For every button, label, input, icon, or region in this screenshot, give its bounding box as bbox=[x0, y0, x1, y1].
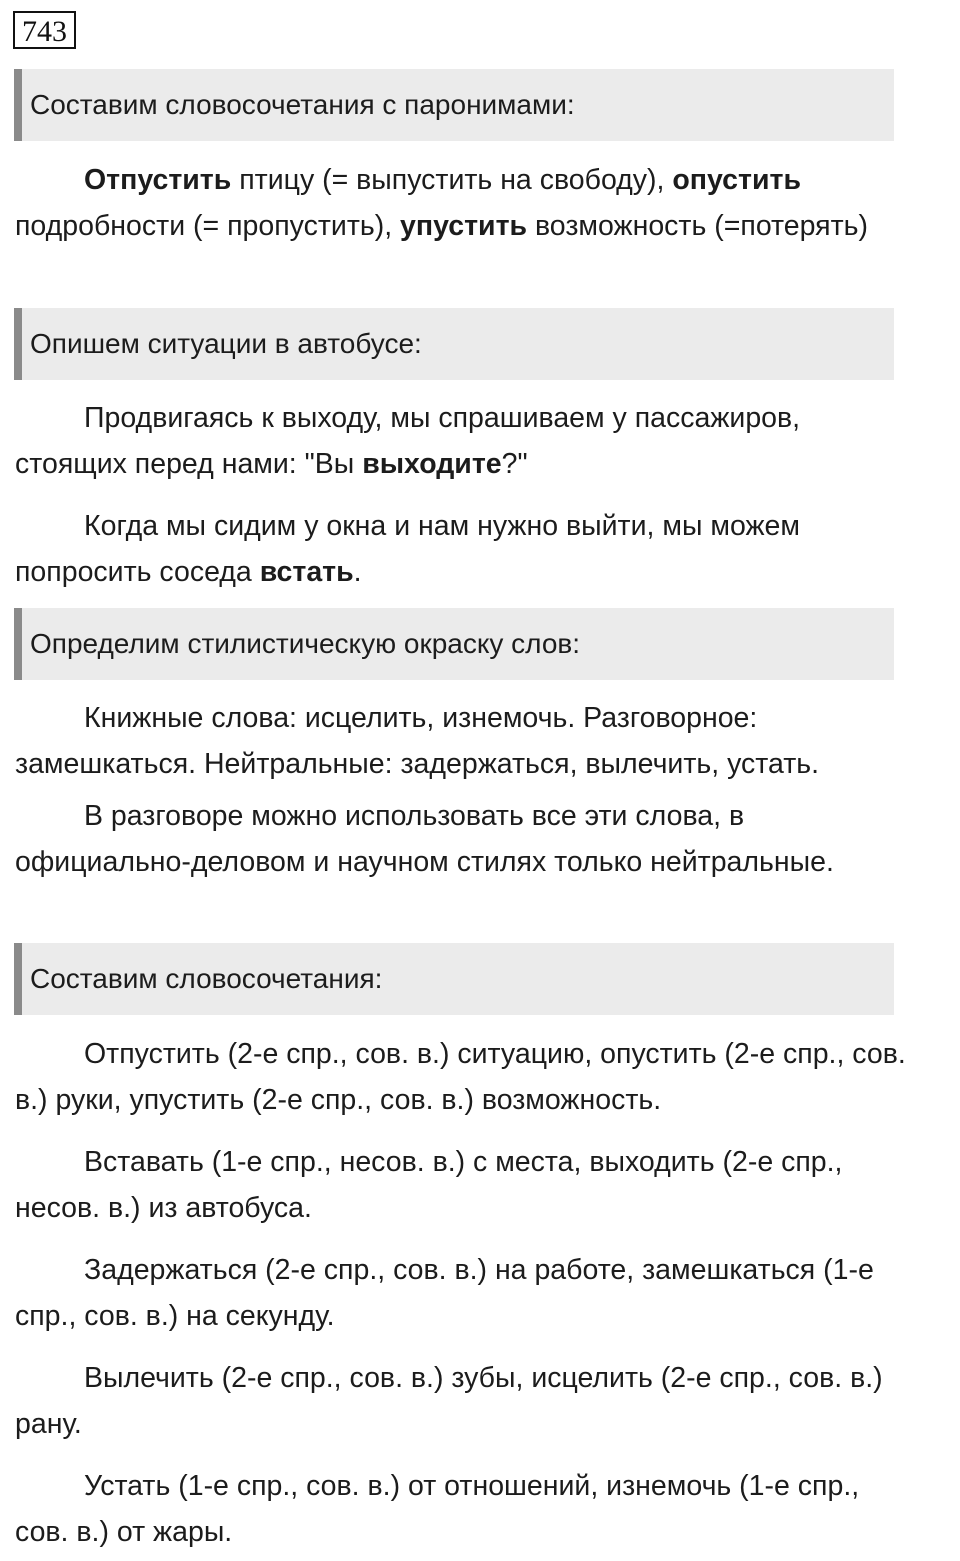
paragraph bbox=[15, 157, 915, 249]
bold-term: опустить bbox=[672, 164, 801, 196]
paragraph bbox=[15, 1139, 915, 1231]
text-run: возможность (=потерять) bbox=[527, 210, 868, 242]
paragraph bbox=[15, 793, 915, 885]
paragraph bbox=[15, 395, 915, 487]
text-run: ?" bbox=[501, 448, 528, 480]
text-run: Вставать (1-е спр., несов. в.) с места, выходить (2-е спр., несов. в.) из автобуса. bbox=[15, 1146, 843, 1224]
text-run: Продвигаясь к выходу, мы спрашиваем у пассажиров, стоящих перед нами: "Вы bbox=[15, 402, 801, 480]
bold-term: встать bbox=[259, 556, 354, 588]
task-number: 743 bbox=[13, 11, 76, 49]
text-run: Книжные слова: исцелить, изнемочь. Разговорное: замешкаться. Нейтральные: задержаться, вылечить, устать. bbox=[15, 702, 820, 780]
bold-term: Отпустить bbox=[84, 164, 232, 196]
section-heading-paronyms: Составим словосочетания с паронимами: bbox=[14, 69, 894, 141]
text-run: Вылечить (2-е спр., сов. в.) зубы, исцелить (2-е спр., сов. в.) рану. bbox=[15, 1362, 883, 1440]
bold-term: упустить bbox=[400, 210, 528, 242]
text-run: Отпустить (2-е спр., сов. в.) ситуацию, опустить (2-е спр., сов. в.) руки, упустить (2-е спр., сов. в.) возможность. bbox=[15, 1038, 906, 1116]
section-heading-phrases: Составим словосочетания: bbox=[14, 943, 894, 1015]
paragraph bbox=[15, 1355, 915, 1447]
bold-term: выходите bbox=[362, 448, 502, 480]
text-run: Устать (1-е спр., сов. в.) от отношений, изнемочь (1-е спр., сов. в.) от жары. bbox=[15, 1470, 860, 1548]
text-run: Когда мы сидим у окна и нам нужно выйти, мы можем попросить соседа bbox=[15, 510, 800, 588]
paragraph bbox=[15, 1463, 915, 1555]
text-run: подробности (= пропустить), bbox=[15, 210, 401, 242]
paragraph bbox=[15, 695, 915, 787]
paragraph bbox=[15, 503, 915, 595]
text-run: В разговоре можно использовать все эти слова, в официально-деловом и научном стилях только нейтральные. bbox=[15, 800, 834, 878]
text-run: Задержаться (2-е спр., сов. в.) на работе, замешкаться (1-е спр., сов. в.) на секунду. bbox=[15, 1254, 874, 1332]
text-run: . bbox=[353, 556, 362, 588]
section-heading-style: Определим стилистическую окраску слов: bbox=[14, 608, 894, 680]
paragraph bbox=[15, 1031, 915, 1123]
paragraph bbox=[15, 1247, 915, 1339]
text-run: птицу (= выпустить на свободу), bbox=[231, 164, 673, 196]
section-heading-bus: Опишем ситуации в автобусе: bbox=[14, 308, 894, 380]
